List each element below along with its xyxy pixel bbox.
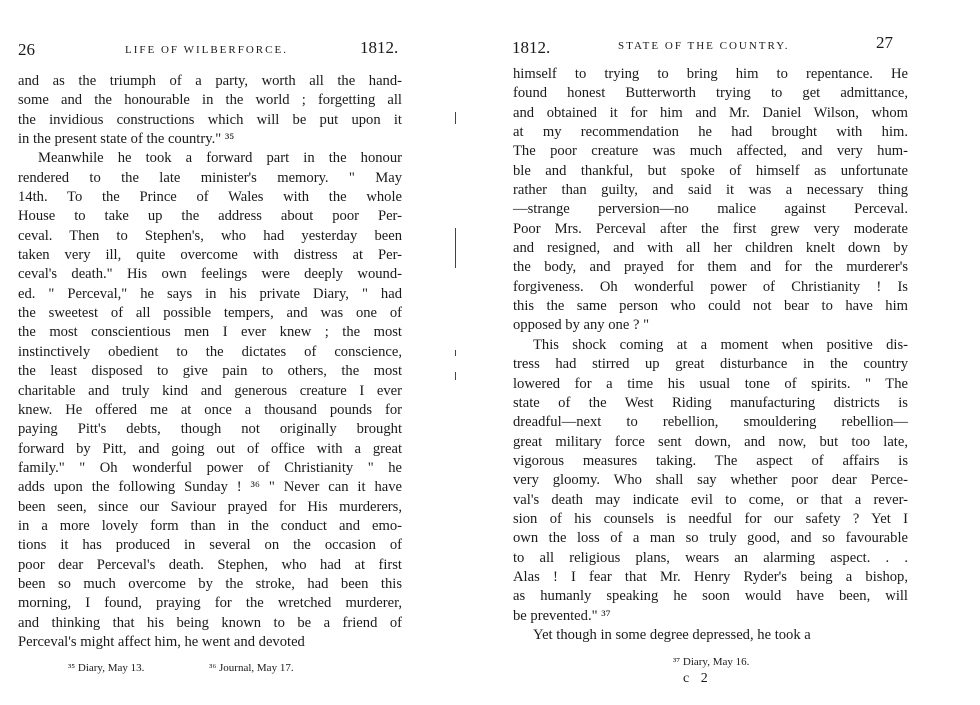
text-line: own the loss of a man so truly good, and so favourable [513,530,908,547]
text-line: ble and thankful, but spoke of himself as unfortunate [513,162,908,179]
left-page [0,0,470,705]
text-line: ed. " Perceval," he says in his private Diary, " had [18,285,402,302]
text-line: the sweetest of all possible tempers, and was one of [18,305,402,322]
right-running-head: STATE OF THE COUNTRY. [618,40,790,52]
text-line: 14th. To the Prince of Wales with the whole [18,189,402,206]
gutter-mark [455,350,456,356]
right-page [490,0,980,705]
text-line: Perceval's might affect him, he went and devoted [18,633,305,650]
left-footnotes [68,662,294,674]
text-line: knew. He offered me at once a thousand pounds for [18,401,402,418]
text-line: as humanly speaking he soon would have been, will [513,588,908,605]
text-line: House to take up the address about poor Per- [18,208,402,225]
text-line: ceval. Then to Stephen's, who had yesterday been [18,227,402,244]
text-line: This shock coming at a moment when positive dis- [533,336,908,353]
text-line: charitable and truly kind and generous creature I ever [18,382,402,399]
footnote-36: ³⁶ Journal, May 17. [209,662,294,674]
text-line: and resigned, and with all her children knelt down by [513,240,908,257]
text-line: the invidious constructions which will be put upon it [18,111,402,128]
text-line: forgiveness. Oh wonderful power of Christianity ! Is [513,278,908,295]
right-footnotes [673,656,749,668]
text-line: dreadful—next to rebellion, smouldering rebellion— [513,414,908,431]
text-line: The poor creature was much affected, and very hum- [513,143,908,160]
footnote-35: ³⁵ Diary, May 13. [68,662,145,674]
text-line: and thinking that his being known to be a friend of [18,614,402,631]
left-body-text [18,72,402,652]
left-running-head: LIFE OF WILBERFORCE. [125,44,288,56]
text-line: been seen, since our Saviour prayed for His murderers, [18,498,402,515]
text-line: himself to trying to bring him to repentance. He [513,66,908,82]
text-line: morning, I found, praying for the wretched murderer, [18,595,402,612]
text-line: Alas ! I fear that Mr. Henry Ryder's being a bishop, [513,568,908,585]
gutter-mark [455,228,456,268]
text-line: adds upon the following Sunday ! ³⁶ " Never can it have [18,479,402,496]
text-line: val's death may indicate evil to come, or that a rever- [513,491,908,508]
gutter-mark [455,112,456,124]
text-line: rendered to the late minister's memory. " May [18,169,402,186]
text-line: tress had stirred up great disturbance in the country [513,356,908,373]
text-line: instinctively obedient to the dictates of conscience, [18,343,402,360]
footnote-37: ³⁷ Diary, May 16. [673,656,750,668]
text-line: found honest Butterworth trying to get admittance, [513,85,908,102]
text-line: lowered for a time his usual tone of spirits. " The [513,375,908,392]
text-line: family." " Oh wonderful power of Christianity " he [18,459,402,476]
text-line: vigorous measures taking. The aspect of affairs is [513,452,908,469]
right-page-number: 27 [876,33,893,52]
text-line: Meanwhile he took a forward part in the honour [38,150,402,167]
text-line: state of the West Riding manufacturing districts is [513,394,908,411]
text-line: this the same person who could not bear to have him [513,298,908,315]
right-year: 1812. [512,38,551,57]
text-line: been so much overcome by the stroke, had been this [18,575,402,592]
text-line: in the present state of the country." ³⁵ [18,131,235,148]
text-line: great military force sent down, and now, but too late, [513,433,908,450]
text-line: rather than guilty, and said it was a necessary thing [513,182,908,199]
text-line: —strange perversion—no malice against Perceval. [513,201,908,218]
left-page-number: 26 [18,40,35,59]
text-line: the least disposed to give pain to others, the most [18,363,402,380]
text-line: Poor Mrs. Perceval after the first grew very moderate [513,220,908,237]
text-line: opposed by any one ? " [513,317,650,334]
text-line: the body, and prayed for them and for the murderer's [513,259,908,276]
signature-mark: c 2 [683,671,712,686]
text-line: taken very ill, quite overcome with distress at Per- [18,247,402,264]
text-line: Yet though in some degree depressed, he took a [533,626,811,643]
text-line: to all religious plans, wears an alarming aspect. . . [513,549,908,566]
text-line: be prevented." ³⁷ [513,607,611,624]
text-line: at my recommendation he had brought with him. [513,124,908,141]
text-line: and obtained it for him and Mr. Daniel Wilson, whom [513,104,908,121]
right-body-text [513,65,908,645]
text-line: and as the triumph of a party, worth all the hand- [18,73,402,89]
text-line: paying Pitt's debts, though not originally brought [18,421,402,438]
text-line: very gloomy. Who shall say whether poor dear Perce- [513,472,908,489]
text-line: in a more lovely form than in the conduct and emo- [18,517,402,534]
gutter-mark [455,372,456,380]
text-line: ceval's death." His own feelings were deeply wound- [18,266,402,283]
left-year: 1812. [360,38,399,57]
text-line: the most conscientious men I ever knew ; the most [18,324,402,341]
text-line: some and the honourable in the world ; forgetting all [18,92,402,109]
text-line: sion of his counsels is needful for our safety ? Yet I [513,510,908,527]
text-line: forward by Pitt, and going out of office with a great [18,440,402,457]
text-line: tions it has produced in several on the occasion of [18,537,402,554]
text-line: poor dear Perceval's death. Stephen, who had at first [18,556,402,573]
